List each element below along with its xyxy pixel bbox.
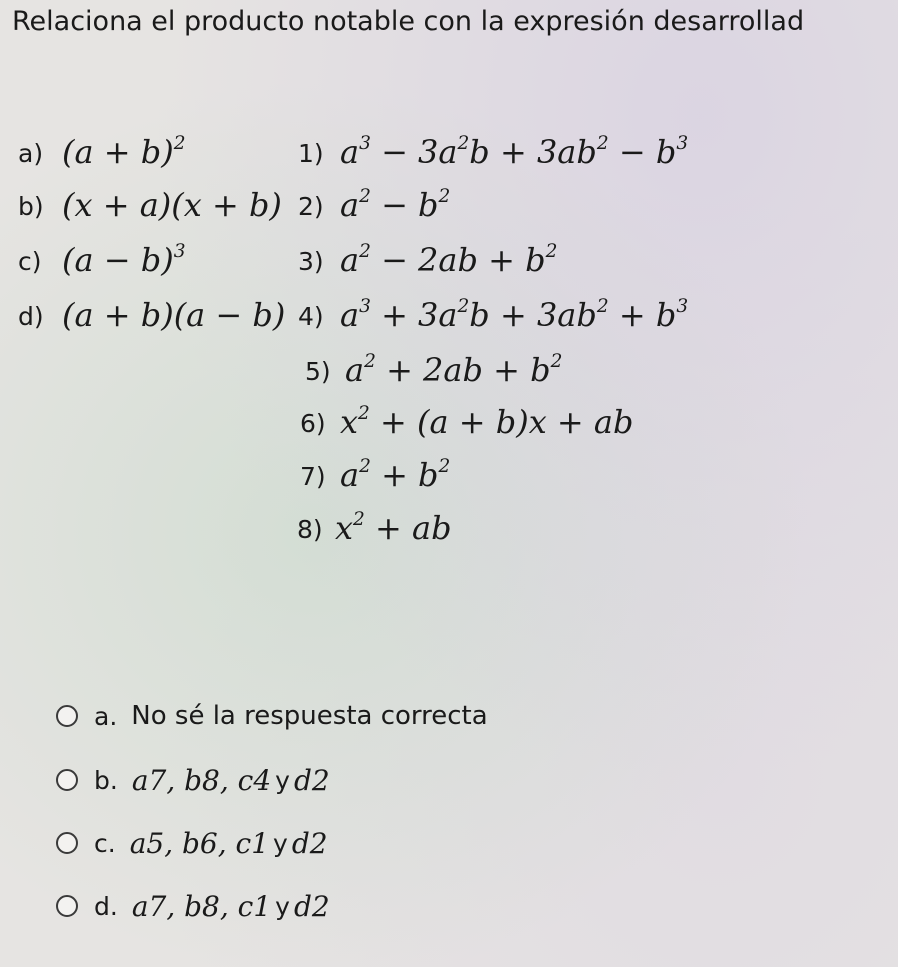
option-letter: b. — [94, 765, 118, 795]
right-expr-5: $a^2 + 2ab + b^2$ — [345, 350, 563, 389]
left-label-b: b) — [18, 192, 44, 221]
right-label-2: 2) — [298, 192, 324, 221]
left-label-a: a) — [18, 139, 44, 168]
right-expr-2: $a^2 - b^2$ — [340, 185, 451, 224]
right-label-6: 6) — [300, 409, 326, 438]
right-expr-3: $a^2 - 2ab + b^2$ — [340, 240, 558, 279]
option-pairs: a5, b6, c1 — [129, 826, 270, 860]
option-last-pair: d2 — [291, 826, 328, 860]
option-last-pair: d2 — [293, 889, 330, 923]
right-label-4: 4) — [298, 302, 324, 331]
left-expr-a: $(a + b)^2$ — [62, 132, 186, 171]
left-label-c: c) — [18, 247, 42, 276]
right-expr-4: $a^3 + 3a^2b + 3ab^2 + b^3$ — [340, 295, 689, 334]
right-label-7: 7) — [300, 462, 326, 491]
option-last-pair: d2 — [293, 763, 330, 797]
option-letter: a. — [94, 701, 118, 731]
question-text: Relaciona el producto notable con la expresión desarrollad — [12, 6, 805, 37]
option-conjunction: y — [275, 891, 290, 921]
option-b[interactable] — [56, 760, 330, 800]
option-conjunction: y — [275, 765, 290, 795]
option-c[interactable] — [56, 823, 328, 863]
right-label-3: 3) — [298, 247, 324, 276]
right-expr-8: $x^2$ + ab — [335, 508, 452, 547]
option-letter: c. — [94, 828, 116, 858]
left-expr-c: $(a - b)^3$ — [62, 240, 186, 279]
left-expr-d: (a + b)(a − b) — [62, 296, 286, 334]
radio-icon[interactable] — [56, 832, 78, 854]
right-label-5: 5) — [305, 357, 331, 386]
option-pairs: a7, b8, c1 — [131, 889, 272, 923]
right-label-8: 8) — [297, 515, 323, 544]
option-a[interactable] — [56, 696, 488, 736]
right-label-1: 1) — [298, 139, 324, 168]
option-pairs: a7, b8, c4 — [131, 763, 272, 797]
left-label-d: d) — [18, 302, 44, 331]
right-expr-1: $a^3 - 3a^2b + 3ab^2 - b^3$ — [340, 132, 689, 171]
right-expr-6: $x^2 + (a + b)x$ + ab — [340, 402, 634, 441]
option-d[interactable] — [56, 886, 330, 926]
radio-icon[interactable] — [56, 705, 78, 727]
right-expr-7: $a^2 + b^2$ — [340, 455, 451, 494]
option-letter: d. — [94, 891, 118, 921]
option-conjunction: y — [273, 828, 288, 858]
left-expr-b: (x + a)(x + b) — [62, 186, 282, 224]
option-text: No sé la respuesta correcta — [131, 701, 488, 731]
radio-icon[interactable] — [56, 769, 78, 791]
radio-icon[interactable] — [56, 895, 78, 917]
